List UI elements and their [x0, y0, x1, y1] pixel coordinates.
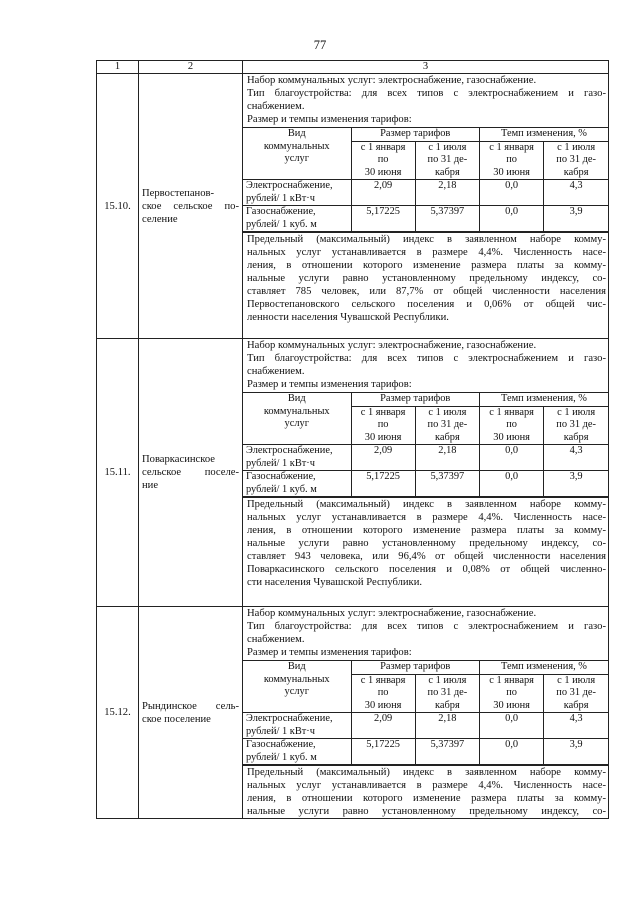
- service-unit: рублей/ 1 кВт·ч: [246, 192, 315, 204]
- settlement-name-line: сельское поселе-: [142, 467, 239, 478]
- tariff-jul-dec: 2,18: [415, 713, 479, 739]
- rate-jul-dec: 4,3: [544, 445, 608, 471]
- period-jan-jun-header: с 1 января по 30 июня: [480, 674, 544, 713]
- settlement-name-line: Рындинское сель-: [142, 700, 239, 712]
- period-jul-dec-header: с 1 июля по 31 де- кабря: [544, 674, 608, 713]
- tariff-row: [243, 471, 608, 497]
- tariff-caption: Размер и темпы изменения тарифов:: [247, 647, 412, 658]
- tariff-jan-jun: 5,17225: [351, 206, 415, 232]
- row-content: [243, 607, 609, 819]
- column-number: 1: [97, 61, 139, 74]
- index-text-line: Предельный (максимальный) индекс в заявленном наборе комму-: [247, 499, 606, 510]
- settlement-name-line: Первостепанов-: [142, 187, 215, 199]
- service-type-header: Вид коммунальных услуг: [243, 661, 351, 713]
- settlement-name: [139, 74, 243, 339]
- max-index-paragraph: [243, 232, 608, 324]
- index-text-line: ставляет 943 человека, или 96,4% от общей численности населения: [247, 551, 606, 562]
- period-jan-jun-header: с 1 января по 30 июня: [351, 141, 415, 180]
- rate-jul-dec: 3,9: [544, 206, 608, 232]
- service-cell: [243, 739, 351, 765]
- rate-jul-dec: 3,9: [544, 739, 608, 765]
- rate-jul-dec: 4,3: [544, 180, 608, 206]
- settlement-name-line: селение: [142, 213, 178, 225]
- tariff-head-row: [243, 393, 608, 407]
- amenity-type-line: снабжением.: [247, 366, 305, 377]
- settlement-name-line: Поваркасинское: [142, 454, 215, 465]
- service-cell: [243, 180, 351, 206]
- tariff-jan-jun: 2,09: [351, 713, 415, 739]
- rate-jan-jun: 0,0: [480, 445, 544, 471]
- settlement-name: [139, 339, 243, 607]
- rate-jan-jun: 0,0: [480, 713, 544, 739]
- period-jan-jun-header: с 1 января по 30 июня: [351, 406, 415, 445]
- service-type-header: Вид коммунальных услуг: [243, 128, 351, 180]
- settlement-name-line: ское сельское по-: [142, 200, 239, 212]
- service-unit: рублей/ 1 кВт·ч: [246, 457, 315, 469]
- index-text-line: Первостепановского сельского поселения и 0,06% от общей чис-: [247, 299, 606, 310]
- service-name: Электроснабжение,: [246, 180, 333, 191]
- index-text-line: нальные услуги равно установленному предельному индексу, со-: [247, 538, 606, 549]
- rate-change-header: Темп изменения, %: [480, 393, 609, 407]
- tariff-caption: Размер и темпы изменения тарифов:: [247, 379, 412, 390]
- index-text-line: сти населения Чувашской Республики.: [247, 577, 423, 588]
- service-unit: рублей/ 1 куб. м: [246, 751, 317, 763]
- services-set-line: Набор коммунальных услуг: электроснабжение, газоснабжение.: [247, 75, 537, 86]
- tariff-jan-jun: 2,09: [351, 445, 415, 471]
- period-jan-jun-header: с 1 января по 30 июня: [480, 406, 544, 445]
- settlement-row: [97, 607, 609, 819]
- period-jul-dec-header: с 1 июля по 31 де- кабря: [415, 406, 479, 445]
- settlement-name-line: ское поселение: [142, 713, 211, 725]
- tariff-jul-dec: 5,37397: [415, 739, 479, 765]
- tariff-caption: Размер и темпы изменения тарифов:: [247, 114, 412, 125]
- tariff-jul-dec: 2,18: [415, 180, 479, 206]
- index-text-line: нальных услуг устанавливается в размере 4,4%. Численность насе-: [247, 247, 606, 258]
- page-number: 77: [313, 38, 327, 52]
- index-text-line: Поваркасинского сельского поселения и 0,08% от общей численно-: [247, 564, 606, 575]
- index-text-line: ления, в отношении которого изменение размера платы за комму-: [247, 525, 606, 536]
- row-number: 15.11.: [97, 339, 139, 607]
- tariff-head-row: [243, 661, 608, 675]
- index-text-line: ставляет 785 человек, или 87,7% от общей численности населения: [247, 286, 606, 297]
- period-jul-dec-header: с 1 июля по 31 де- кабря: [544, 141, 608, 180]
- index-text-line: ленности населения Чувашской Республики.: [247, 312, 449, 323]
- rate-jan-jun: 0,0: [480, 471, 544, 497]
- services-set-line: Набор коммунальных услуг: электроснабжение, газоснабжение.: [247, 608, 537, 619]
- tariff-table: [243, 392, 608, 497]
- tariff-jan-jun: 2,09: [351, 180, 415, 206]
- service-cell: [243, 206, 351, 232]
- tariff-jul-dec: 5,37397: [415, 471, 479, 497]
- settlement-name: [139, 607, 243, 819]
- row-content: [243, 74, 609, 339]
- amenity-type-line: Тип благоустройства: для всех типов с электроснабжением и газо-: [247, 88, 606, 99]
- rate-change-header: Темп изменения, %: [480, 128, 609, 142]
- column-number: 3: [243, 61, 609, 74]
- service-unit: рублей/ 1 куб. м: [246, 483, 317, 495]
- settlement-row: [97, 339, 609, 607]
- tariff-head-row: [243, 128, 608, 142]
- max-index-paragraph: [243, 765, 608, 818]
- row-content: [243, 339, 609, 607]
- rate-jan-jun: 0,0: [480, 739, 544, 765]
- period-jan-jun-header: с 1 января по 30 июня: [480, 141, 544, 180]
- tariff-row: [243, 445, 608, 471]
- settlement-row: [97, 74, 609, 339]
- settlement-name-line: ние: [142, 480, 159, 491]
- period-jul-dec-header: с 1 июля по 31 де- кабря: [415, 141, 479, 180]
- row-number: 15.12.: [97, 607, 139, 819]
- amenity-type-line: снабжением.: [247, 101, 305, 112]
- amenity-type-line: снабжением.: [247, 634, 305, 645]
- index-text-line: нальных услуг устанавливается в размере 4,4%. Численность насе-: [247, 512, 606, 523]
- index-text-line: нальные услуги равно установленному предельному индексу, со-: [247, 806, 606, 817]
- service-cell: [243, 471, 351, 497]
- tariff-jan-jun: 5,17225: [351, 739, 415, 765]
- service-type-header: Вид коммунальных услуг: [243, 393, 351, 445]
- tariff-size-header: Размер тарифов: [351, 393, 480, 407]
- period-jul-dec-header: с 1 июля по 31 де- кабря: [415, 674, 479, 713]
- services-set-line: Набор коммунальных услуг: электроснабжение, газоснабжение.: [247, 340, 537, 351]
- rate-jul-dec: 4,3: [544, 713, 608, 739]
- period-jul-dec-header: с 1 июля по 31 де- кабря: [544, 406, 608, 445]
- tariff-row: [243, 206, 608, 232]
- tariff-row: [243, 713, 608, 739]
- tariff-jul-dec: 5,37397: [415, 206, 479, 232]
- tariff-jan-jun: 5,17225: [351, 471, 415, 497]
- tariff-size-header: Размер тарифов: [351, 128, 480, 142]
- max-index-paragraph: [243, 497, 608, 589]
- rate-jan-jun: 0,0: [480, 206, 544, 232]
- rate-jan-jun: 0,0: [480, 180, 544, 206]
- amenity-type-line: Тип благоустройства: для всех типов с электроснабжением и газо-: [247, 353, 606, 364]
- index-text-line: нальных услуг устанавливается в размере 4,4%. Численность насе-: [247, 780, 606, 791]
- tariff-row: [243, 739, 608, 765]
- tariff-table: [243, 127, 608, 232]
- period-jan-jun-header: с 1 января по 30 июня: [351, 674, 415, 713]
- service-unit: рублей/ 1 куб. м: [246, 218, 317, 230]
- amenity-type-line: Тип благоустройства: для всех типов с электроснабжением и газо-: [247, 621, 606, 632]
- tariff-row: [243, 180, 608, 206]
- tariff-jul-dec: 2,18: [415, 445, 479, 471]
- index-text-line: Предельный (максимальный) индекс в заявленном наборе комму-: [247, 234, 606, 245]
- column-number: 2: [139, 61, 243, 74]
- service-name: Электроснабжение,: [246, 445, 333, 456]
- index-text-line: ления, в отношении которого изменение размера платы за комму-: [247, 793, 606, 804]
- rate-jul-dec: 3,9: [544, 471, 608, 497]
- row-number: 15.10.: [97, 74, 139, 339]
- service-name: Газоснабжение,: [246, 206, 316, 217]
- service-name: Газоснабжение,: [246, 739, 316, 750]
- tariff-table: [243, 660, 608, 765]
- service-name: Газоснабжение,: [246, 471, 316, 482]
- service-unit: рублей/ 1 кВт·ч: [246, 725, 315, 737]
- column-number-row: [97, 61, 609, 74]
- index-text-line: Предельный (максимальный) индекс в заявленном наборе комму-: [247, 767, 606, 778]
- rate-change-header: Темп изменения, %: [480, 661, 609, 675]
- index-text-line: ления, в отношении которого изменение размера платы за комму-: [247, 260, 606, 271]
- service-cell: [243, 713, 351, 739]
- index-text-line: нальные услуги равно установленному предельному индексу, со-: [247, 273, 606, 284]
- service-name: Электроснабжение,: [246, 713, 333, 724]
- tariff-size-header: Размер тарифов: [351, 661, 480, 675]
- service-cell: [243, 445, 351, 471]
- municipal-tariff-table: [96, 60, 609, 819]
